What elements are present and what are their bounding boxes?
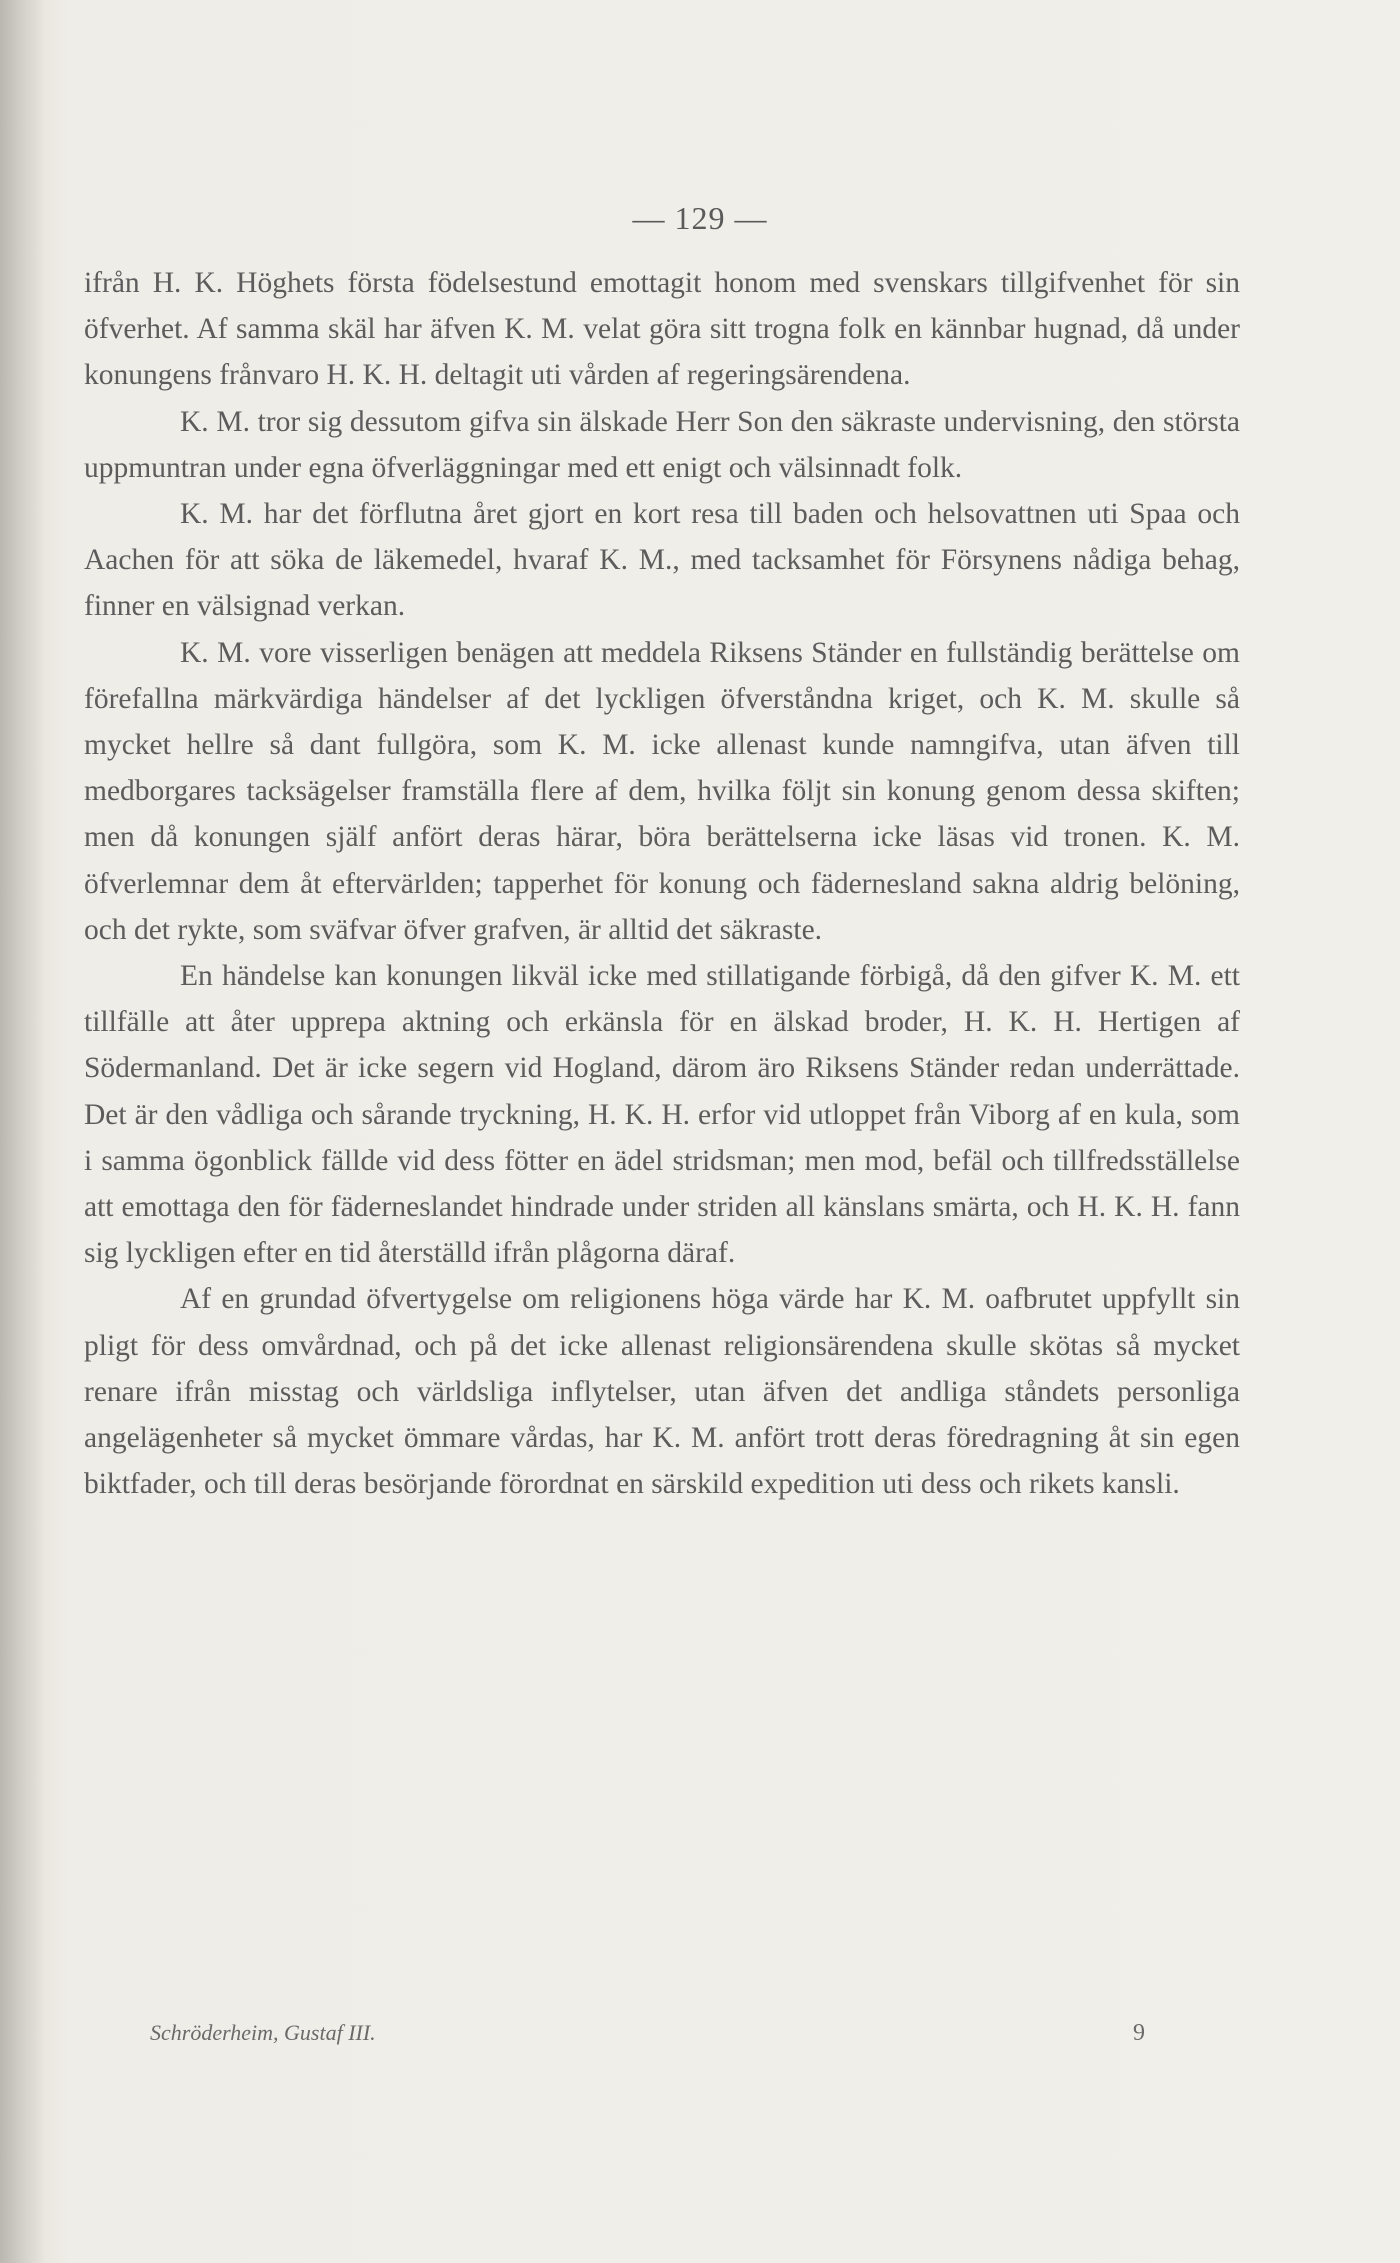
paragraph: K. M. vore visserligen benägen att meddela Riksens Ständer en fullständig berättelse om förefallna märkvärdiga händelser af det lyckligen öfverståndna kriget, och K. M. skulle så mycket hellre så dant fullgöra, som K. M. icke allenast kunde namngifva, utan äfven till medborgares tacksägelser framställa flere af dem, hvilka följt sin konung genom dessa skiften; men då konungen själf anfört deras härar, böra berättelserna icke läsas vid tronen. K. M. öfverlemnar dem åt eftervärlden; tapperhet för konung och fädernesland sakna aldrig belöning, och det rykte, som sväfvar öfver grafven, är alltid det säkraste.	[84, 636, 1240, 946]
book-spine-shadow	[0, 0, 45, 2263]
body-text	[84, 260, 1240, 1507]
paragraph: En händelse kan konungen likväl icke med stillatigande förbigå, då den gifver K. M. ett tillfälle att åter upprepa aktning och erkänsla för en älskad broder, H. K. H. Hertigen af Södermanland. Det är icke segern vid Hogland, därom äro Riksens Ständer redan underrättade. Det är den vådliga och sårande tryckning, H. K. H. erfor vid utloppet från Viborg af en kula, som i samma ögonblick fällde vid dess fötter en ädel stridsman; men mod, befäl och tillfredsställelse att emottaga den för fäderneslandet hindrade under striden all känslans smärta, och H. K. H. fann sig lyckligen efter en tid återställd ifrån plågorna däraf.	[84, 960, 1240, 1270]
paragraph: Af en grundad öfvertygelse om religionens höga värde har K. M. oafbrutet uppfyllt sin pligt för dess omvårdnad, och på det icke allenast religionsärendena skulle skötas så mycket renare ifrån misstag och världsliga inflytelser, utan äfven det andliga ståndets personliga angelägenheter så mycket ömmare vårdas, har K. M. anfört trott deras föredragning åt sin egen biktfader, och till deras besörjande förordnat en särskild expedition uti dess och rikets kansli.	[84, 1283, 1240, 1501]
paragraph: K. M. tror sig dessutom gifva sin älskade Herr Son den säkraste undervisning, den största uppmuntran under egna öfverläggningar med ett enigt och välsinnadt folk.	[84, 405, 1240, 484]
paragraph: ifrån H. K. Höghets första födelsestund emottagit honom med svenskars tillgifvenhet för sin öfverhet. Af samma skäl har äfven K. M. velat göra sitt trogna folk en kännbar hugnad, då under konungens frånvaro H. K. H. deltagit uti vården af regeringsärendena.	[84, 267, 1240, 392]
footer-signature: Schröderheim, Gustaf III.	[150, 2020, 376, 2045]
paragraph: K. M. har det förflutna året gjort en kort resa till baden och helsovattnen uti Spaa och Aachen för att söka de läkemedel, hvaraf K. M., med tacksamhet för Försynens nådiga behag, finner en välsignad verkan.	[84, 498, 1240, 623]
page-number: — 129 —	[632, 200, 768, 236]
footer-signature-mark: 9	[1133, 2020, 1145, 2046]
